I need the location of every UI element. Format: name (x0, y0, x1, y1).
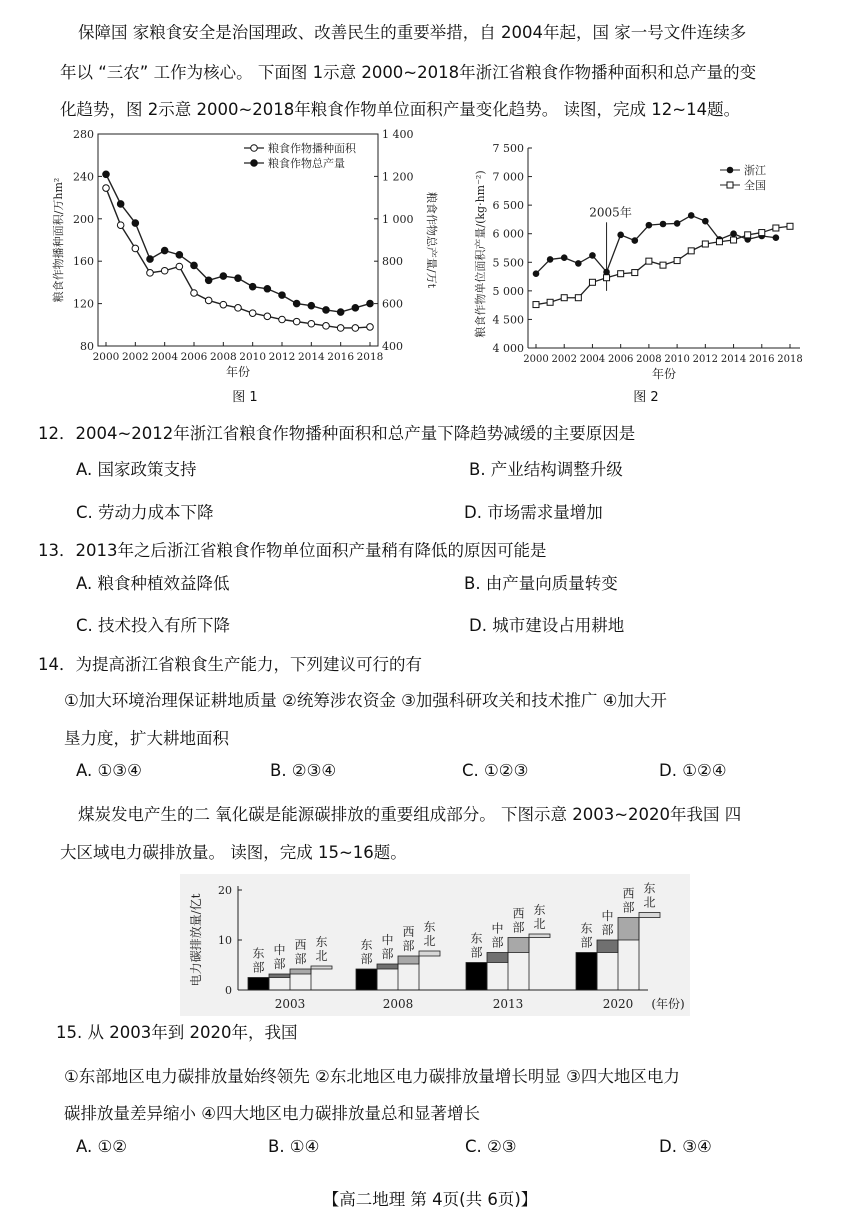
data-point (249, 310, 256, 317)
series-line (106, 174, 370, 312)
data-point (220, 301, 227, 308)
y-tick-label: 7 000 (492, 170, 524, 184)
x-tick-label: 2010 (239, 351, 267, 363)
data-point (533, 302, 539, 308)
y-tick-label: 5 500 (492, 256, 524, 270)
data-point (533, 270, 540, 277)
bar-segment (508, 938, 529, 953)
x-axis-label: 年份 (225, 365, 251, 379)
data-point (674, 220, 681, 227)
figure-1-caption: 图 1 (232, 390, 258, 405)
y-left-tick-label: 120 (73, 297, 94, 311)
q13-option-a[interactable]: A. 粮食种植效益降低 (76, 574, 230, 593)
x-tick-label: 2016 (749, 354, 775, 365)
bar-segment (290, 969, 311, 974)
data-point (646, 222, 653, 229)
x-tick-label: 2012 (692, 354, 719, 365)
bar-segment (377, 964, 398, 969)
q14-statement-line1: ①加大环境治理保证耕地质量 ②统筹涉农资金 ③加强科研攻关和技术推广 ④加大开 (64, 691, 667, 710)
q14-option-b[interactable]: B. ②③④ (270, 761, 337, 780)
data-point (117, 201, 124, 208)
intro1-line2: 年以 “三农” 工作为核心。 下面图 1示意 2000~2018年浙江省粮食作物播种面积和总产量的变 (60, 63, 757, 82)
bar-label: 部 (512, 920, 525, 935)
data-point (660, 221, 667, 228)
bar-segment (639, 913, 660, 918)
q14-stem: 14．为提高浙江省粮食生产能力，下列建议可行的有 (38, 655, 422, 674)
q14-option-a[interactable]: A. ①③④ (76, 761, 142, 780)
bar-label: 东 (423, 920, 436, 934)
bar-label: 中 (381, 933, 394, 947)
y-right-tick-label: 1 000 (382, 212, 414, 226)
figure-1-chart (50, 124, 440, 380)
data-point (308, 302, 315, 309)
figure-3-chart (180, 874, 690, 1016)
q12-stem: 12．2004~2012年浙江省粮食作物播种面积和总产量下降趋势减缓的主要原因是 (38, 424, 636, 443)
data-point (117, 222, 124, 229)
data-point (293, 300, 300, 307)
q15-option-b[interactable]: B. ①④ (268, 1137, 320, 1156)
data-point (547, 256, 554, 263)
q12-option-b[interactable]: B. 产业结构调整升级 (469, 460, 623, 479)
figure-2-chart (470, 136, 810, 380)
bar-segment (311, 966, 332, 969)
data-point (352, 305, 359, 312)
bar-label: 北 (643, 895, 656, 910)
data-point (631, 237, 638, 244)
y-tick-label: 0 (225, 984, 232, 997)
q13-option-c[interactable]: C. 技术投入有所下降 (76, 616, 231, 635)
data-point (617, 232, 624, 239)
data-point (730, 230, 737, 237)
bar-segment (529, 934, 550, 938)
q15-option-a[interactable]: A. ①② (76, 1137, 128, 1156)
data-point (264, 313, 271, 320)
x-tick-label: 2012 (268, 351, 296, 363)
x-tick-label: 2014 (720, 354, 747, 365)
y-tick-label: 7 500 (492, 142, 524, 155)
bar-segment (248, 978, 269, 991)
data-point (702, 218, 709, 225)
q15-stem: 15. 从 2003年到 2020年，我国 (56, 1023, 298, 1042)
data-point (235, 275, 242, 282)
y-tick-label: 5 000 (492, 284, 524, 298)
x-tick-label: 2000 (523, 354, 549, 365)
legend-marker (251, 145, 258, 152)
data-point (161, 247, 168, 254)
y-axis-label: 电力碳排放量/亿t (189, 893, 203, 987)
bar-label: 部 (381, 947, 394, 961)
x-tick-label: 2008 (209, 351, 237, 363)
bar-label: 部 (294, 952, 307, 966)
y-tick-label: 6 500 (492, 199, 524, 213)
data-point (745, 232, 751, 238)
y-tick-label: 6 000 (492, 227, 524, 241)
data-point (132, 220, 139, 227)
figure-2-caption: 图 2 (633, 390, 659, 405)
data-point (561, 254, 568, 261)
x-tick-label: 2018 (356, 351, 384, 363)
bar-label: 中 (273, 943, 286, 957)
q12-option-a[interactable]: A. 国家政策支持 (76, 460, 197, 479)
x-tick-label: 2002 (551, 354, 577, 365)
data-point (716, 239, 722, 245)
bar-label: 部 (273, 957, 286, 971)
bar-segment (269, 974, 290, 978)
intro2-line1: 煤炭发电产生的二 氧化碳是能源碳排放的重要组成部分。 下图示意 2003~2020年我国 四 (78, 805, 742, 824)
data-point (249, 283, 256, 290)
y-left-tick-label: 160 (73, 255, 94, 269)
data-point (337, 309, 344, 316)
data-point (773, 234, 780, 241)
y-tick-label: 10 (218, 934, 232, 947)
y-right-tick-label: 400 (382, 340, 403, 353)
y-right-tick-label: 1 200 (382, 170, 414, 184)
data-point (147, 256, 154, 263)
data-point (279, 316, 286, 323)
y-tick-label: 20 (218, 884, 232, 897)
y-tick-label: 4 500 (492, 313, 524, 327)
data-point (191, 262, 198, 269)
data-point (688, 248, 694, 254)
data-point (674, 258, 680, 264)
bar-label: 部 (491, 935, 504, 950)
bar-label: 北 (423, 934, 436, 948)
y-left-axis-label: 粮食作物播种面积/万hm² (52, 177, 65, 303)
q13-option-d[interactable]: D. 城市建设占用耕地 (469, 616, 625, 635)
bar-label: 部 (622, 900, 635, 915)
bar-label: 东 (315, 935, 328, 949)
data-point (646, 258, 652, 264)
data-point (103, 171, 110, 178)
data-point (352, 325, 359, 332)
x-tick-label: 2014 (297, 351, 325, 363)
data-point (604, 275, 610, 281)
q13-option-b[interactable]: B. 由产量向质量转变 (464, 574, 618, 593)
q14-option-c[interactable]: C. ①②③ (462, 761, 529, 780)
data-point (731, 237, 737, 243)
legend-label: 全国 (744, 179, 766, 192)
data-point (191, 290, 198, 297)
bar-segment (356, 969, 377, 990)
x-tick-label: 2006 (607, 354, 634, 365)
q15-statement-line2: 碳排放量差异缩小 ④四大地区电力碳排放量总和显著增长 (64, 1104, 481, 1123)
data-point (589, 279, 595, 285)
q15-option-d[interactable]: D. ③④ (659, 1137, 712, 1156)
bar-label: 部 (252, 960, 265, 975)
data-point (547, 299, 553, 305)
y-tick-label: 4 000 (492, 342, 524, 355)
bar-segment (618, 918, 639, 941)
data-point (323, 323, 330, 330)
data-point (308, 320, 315, 327)
x-axis-unit: (年份) (651, 997, 685, 1011)
y-right-tick-label: 1 400 (382, 128, 414, 141)
data-point (688, 212, 695, 219)
bar-label: 部 (601, 923, 614, 937)
x-tick-label: 2002 (121, 351, 149, 363)
data-point (367, 324, 374, 331)
data-point (787, 223, 793, 229)
q14-statement-line2: 垦力度，扩大耕地面积 (64, 729, 229, 748)
bar-segment (466, 963, 487, 991)
x-tick-label: 2013 (492, 997, 524, 1011)
bar-label: 中 (601, 909, 614, 923)
y-left-tick-label: 200 (73, 212, 94, 226)
x-tick-label: 2016 (327, 351, 355, 363)
x-tick-label: 2018 (777, 354, 803, 365)
data-point (589, 252, 596, 259)
bar-label: 东 (252, 946, 265, 961)
data-point (618, 271, 624, 277)
data-point (205, 277, 212, 284)
x-tick-label: 2010 (664, 354, 690, 365)
y-right-axis-label: 粮食作物总产量/万t (425, 191, 438, 289)
data-point (147, 270, 154, 277)
data-point (632, 270, 638, 276)
data-point (773, 225, 779, 231)
annotation-label: 2005年 (589, 205, 632, 220)
bar-label: 部 (580, 935, 593, 950)
bar-segment (398, 956, 419, 964)
x-tick-label: 2008 (636, 354, 662, 365)
bar-segment (597, 940, 618, 953)
bar-label: 北 (315, 949, 328, 963)
x-tick-label: 2006 (180, 351, 208, 363)
q12-option-c[interactable]: C. 劳动力成本下降 (76, 503, 214, 522)
q12-option-d[interactable]: D. 市场需求量增加 (464, 503, 603, 522)
legend-marker (727, 182, 733, 188)
legend-label: 粮食作物总产量 (268, 157, 345, 170)
data-point (561, 295, 567, 301)
bar-label: 东 (580, 921, 593, 936)
bar-label: 东 (360, 938, 373, 952)
bar-segment (487, 953, 508, 963)
bar-label: 东 (643, 881, 656, 896)
y-right-tick-label: 600 (382, 297, 403, 311)
page-footer: 【高二地理 第 4页(共 6页)】 (322, 1190, 538, 1209)
y-left-tick-label: 80 (80, 340, 94, 353)
intro2-line2: 大区域电力碳排放量。 读图，完成 15~16题。 (60, 843, 407, 862)
bar-label: 部 (360, 952, 373, 966)
intro1-line1: 保障国 家粮食安全是治国理政、改善民生的重要举措，自 2004年起，国 家一号文件连续多 (78, 23, 747, 42)
data-point (264, 285, 271, 292)
data-point (132, 245, 139, 252)
q13-stem: 13．2013年之后浙江省粮食作物单位面积产量稍有降低的原因可能是 (38, 541, 547, 560)
bar-label: 部 (402, 939, 415, 953)
bar-segment (576, 953, 597, 991)
data-point (337, 325, 344, 332)
bar-label: 部 (470, 945, 483, 960)
x-tick-label: 2004 (579, 354, 606, 365)
data-point (660, 262, 666, 268)
legend-label: 浙江 (744, 164, 766, 177)
bar-label: 西 (512, 906, 525, 921)
data-point (367, 300, 374, 307)
q14-option-d[interactable]: D. ①②④ (659, 761, 727, 780)
data-point (323, 307, 330, 314)
bar-label: 东 (470, 931, 483, 946)
bar-label: 西 (622, 886, 635, 901)
y-axis-label: 粮食作物单位面积产量/(kg·hm⁻²) (474, 170, 487, 338)
data-point (759, 230, 765, 236)
legend-marker (251, 160, 258, 167)
data-point (279, 292, 286, 299)
legend-label: 粮食作物播种面积 (268, 142, 356, 155)
legend-marker (727, 167, 734, 174)
x-tick-label: 2000 (92, 351, 120, 363)
bar-label: 西 (402, 925, 415, 939)
y-left-tick-label: 240 (73, 170, 94, 184)
data-point (161, 267, 168, 274)
data-point (702, 241, 708, 247)
data-point (176, 263, 183, 270)
x-axis-label: 年份 (651, 367, 677, 380)
x-tick-label: 2003 (274, 997, 306, 1011)
bar-label: 西 (294, 938, 307, 952)
y-left-tick-label: 280 (73, 128, 94, 141)
x-tick-label: 2008 (382, 997, 414, 1011)
intro1-line3: 化趋势，图 2示意 2000~2018年粮食作物单位面积产量变化趋势。 读图，完成 12~14题。 (60, 100, 741, 119)
data-point (103, 185, 110, 192)
data-point (235, 305, 242, 312)
data-point (575, 295, 581, 301)
bar-label: 东 (533, 903, 546, 917)
data-point (293, 318, 300, 325)
q15-statement-line1: ①东部地区电力碳排放量始终领先 ②东北地区电力碳排放量增长明显 ③四大地区电力 (64, 1067, 680, 1086)
x-tick-label: 2004 (151, 351, 179, 363)
y-right-tick-label: 800 (382, 255, 403, 269)
data-point (575, 260, 582, 267)
data-point (205, 297, 212, 304)
data-point (220, 273, 227, 280)
x-tick-label: 2020 (602, 997, 634, 1011)
bar-segment (419, 951, 440, 956)
data-point (176, 252, 183, 259)
q15-option-c[interactable]: C. ②③ (465, 1137, 517, 1156)
bar-label: 北 (533, 917, 546, 931)
bar-label: 中 (491, 921, 504, 936)
series-line (536, 215, 776, 273)
